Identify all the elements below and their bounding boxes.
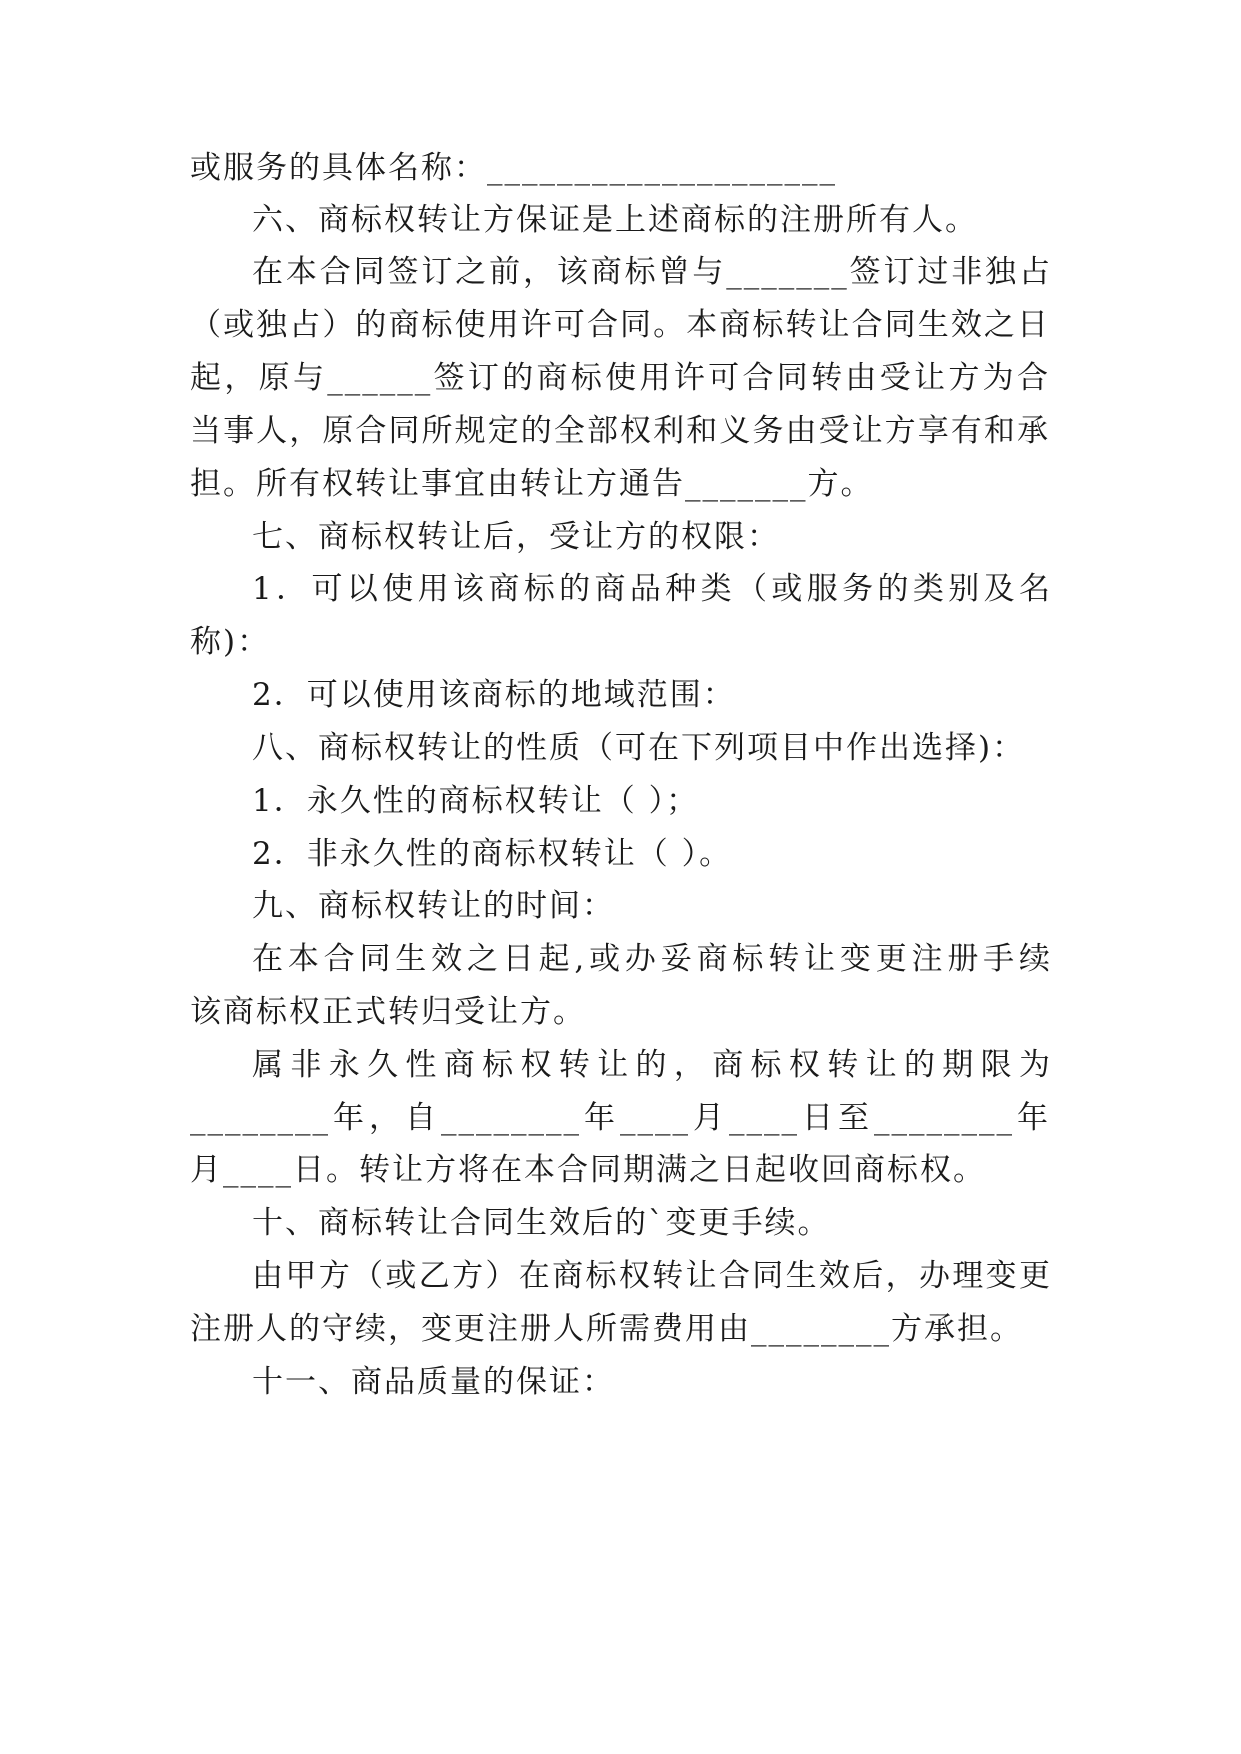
text-line-22: 由甲方（或乙方）在商标权转让合同生效后，办理变更	[252, 1258, 1052, 1294]
text-line-14: 2．非永久性的商标权转让（ ）。	[252, 836, 733, 872]
text-line-23: 注册人的守续，变更注册人所需费用由________方承担。	[190, 1311, 1023, 1347]
text-line-6: 当事人，原合同所规定的全部权利和义务由受让方享有和承	[190, 413, 1050, 449]
text-line-10: 称)：	[190, 624, 271, 660]
text-line-13: 1．永久性的商标权转让（ ）；	[252, 783, 700, 819]
section-10-heading: 十、商标转让合同生效后的`变更手续。	[252, 1205, 831, 1241]
section-7-heading: 七、商标权转让后，受让方的权限：	[252, 519, 780, 555]
text-line-3: 在本合同签订之前，该商标曾与_______签订过非独占	[252, 254, 1052, 290]
section-11-heading: 十一、商品质量的保证：	[252, 1364, 615, 1400]
text-line-19: ________年，自________年____月____日至________年	[190, 1100, 1050, 1136]
text-line-18: 属非永久性商标权转让的，商标权转让的期限为	[252, 1047, 1052, 1083]
section-9-heading: 九、商标权转让的时间：	[252, 888, 615, 924]
text-line-11: 2．可以使用该商标的地域范围：	[252, 677, 736, 713]
text-line-16: 在本合同生效之日起,或办妥商标转让变更注册手续	[252, 941, 1052, 977]
section-8-heading: 八、商标权转让的性质（可在下列项目中作出选择)：	[252, 730, 1026, 766]
text-line-4: （或独占）的商标使用许可合同。本商标转让合同生效之日	[190, 307, 1050, 343]
text-line-20: 月____日。转让方将在本合同期满之日起收回商标权。	[190, 1152, 986, 1188]
text-line-9: 1．可以使用该商标的商品种类（或服务的类别及名	[252, 571, 1052, 607]
text-line-1: 或服务的具体名称：____________________	[190, 150, 837, 186]
text-line-5: 起，原与______签订的商标使用许可合同转由受让方为合	[190, 360, 1050, 396]
text-line-17: 该商标权正式转归受让方。	[190, 994, 586, 1030]
section-6-heading: 六、商标权转让方保证是上述商标的注册所有人。	[252, 202, 978, 238]
text-line-7: 担。所有权转让事宜由转让方通告_______方。	[190, 466, 874, 502]
